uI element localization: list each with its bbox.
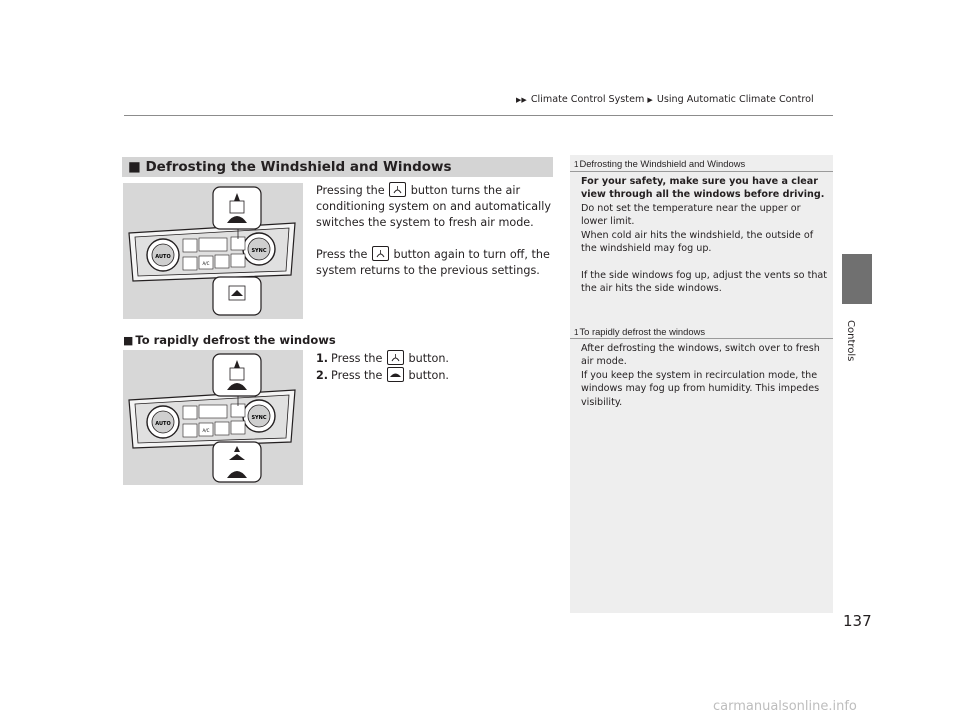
step-2-a: Press the [331,369,383,382]
step-1-b: button. [408,352,449,365]
climate-panel-figure-2 [123,350,303,485]
sync-label: SYNC [251,248,267,254]
subsection-square-icon: ■ [123,334,134,347]
note-1-rule [570,171,833,172]
breadcrumb [516,94,814,105]
front-defrost-icon [387,350,404,365]
climate-panel-figure-1 [123,183,303,319]
side-tab-label: Controls [845,320,856,362]
section-heading [122,157,553,177]
note-2-body [581,342,829,409]
note-1-p1: Do not set the temperature near the upper or lower limit. [581,202,801,228]
step-2-number: 2. [316,369,329,382]
auto-label: AUTO [155,254,171,260]
page-number: 137 [843,612,872,630]
note-1-ref: 1 [574,160,579,169]
step-1-number: 1. [316,352,329,365]
header-rule [124,115,833,116]
note-2-p1: After defrosting the windows, switch over to fresh air mode. [581,343,820,368]
step-1-a: Press the [331,352,383,365]
step-1 [316,350,556,367]
ac-label: A/C [202,261,210,266]
note-1-title-text: Defrosting the Windshield and Windows [579,158,746,169]
note-2-ref: 1 [574,328,579,337]
breadcrumb-arrow-icon: ▶ [647,96,653,104]
steps-list [316,350,556,384]
paragraph-1 [316,182,556,231]
sync-label-2: SYNC [251,415,267,421]
note-1-p2: When cold air hits the windshield, the outside of the windshield may fog up. [581,229,814,255]
subsection-title: To rapidly defrost the windows [135,333,336,347]
section-square-icon: ■ [128,159,141,175]
step-2 [316,367,556,384]
step-2-b: button. [408,369,449,382]
side-tab[interactable] [842,254,872,304]
climate-panel-illustration-2 [123,350,303,485]
auto-label-2: AUTO [155,421,171,427]
note-2-p2: If you keep the system in recirculation mode, the windows may fog up from humidity. This impedes visibility. [581,369,820,408]
section-title: Defrosting the Windshield and Windows [145,159,452,175]
breadcrumb-item-auto[interactable]: Using Automatic Climate Control [656,94,814,105]
breadcrumb-arrow-icon: ▶▶ [516,96,527,104]
front-defrost-icon [389,182,406,197]
ac-label-2: A/C [202,428,210,433]
note-1-body [581,175,829,296]
breadcrumb-item-climate[interactable]: Climate Control System [530,94,645,105]
note-1-p3: If the side windows fog up, adjust the vents so that the air hits the side windows. [581,269,828,295]
note-2-title [574,326,705,337]
front-defrost-icon [372,246,389,261]
paragraph-1-b: button turns the air conditioning system on and automatically switches the system to fresh air mode. [316,184,551,229]
note-1-bold: For your safety, make sure you have a clear view through all the windows before driving. [581,176,825,201]
note-1-title [574,158,745,169]
paragraph-2 [316,246,556,279]
note-2-rule [570,338,833,339]
paragraph-2-b: button again to turn off, the system returns to the previous settings. [316,248,550,277]
note-2-title-text: To rapidly defrost the windows [579,326,706,337]
paragraph-2-a: Press the [316,248,368,261]
paragraph-1-a: Pressing the [316,184,385,197]
watermark: carmanualsonline.info [713,699,857,714]
fresh-air-icon [387,367,404,382]
climate-panel-illustration [123,183,303,319]
subsection-heading [123,333,336,347]
